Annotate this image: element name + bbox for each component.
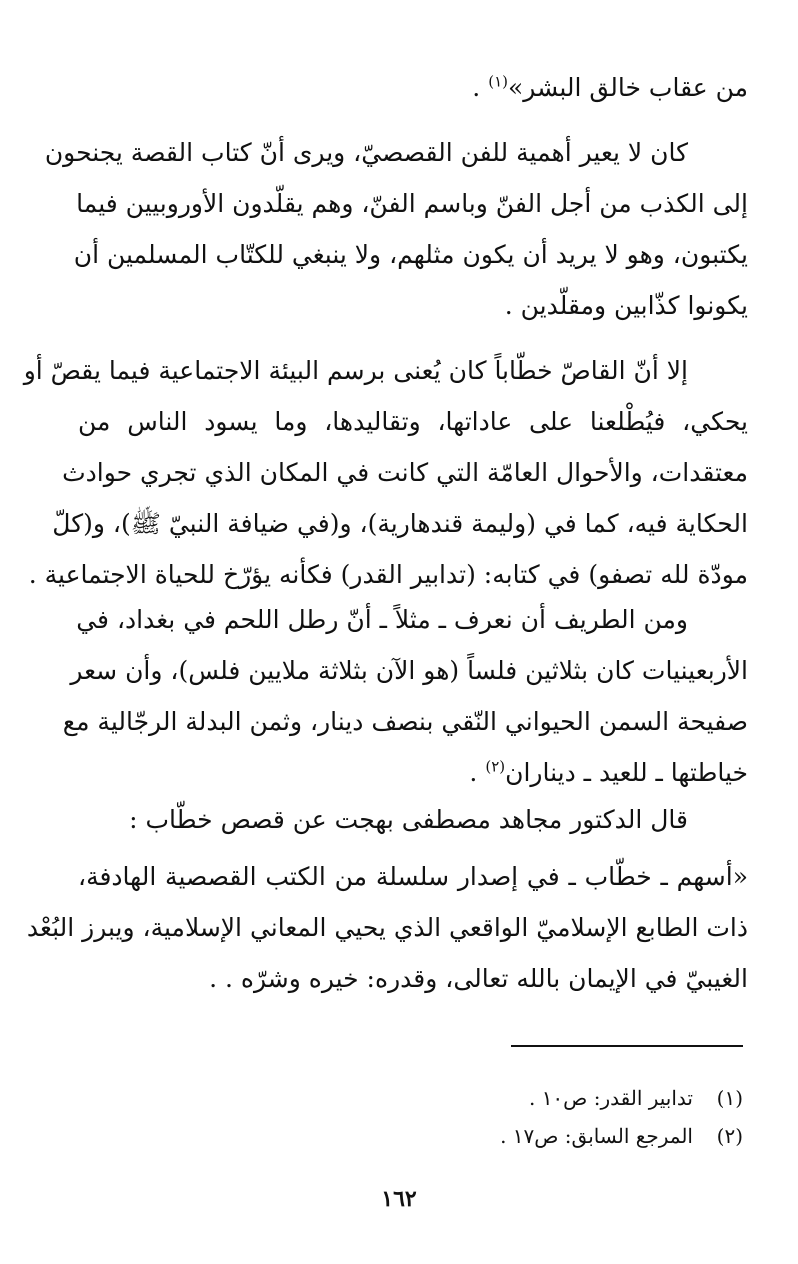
text-line: ومن الطريف أن نعرف ـ مثلاً ـ أنّ رطل اللحم في بغداد، في xyxy=(76,605,688,634)
text-line: قال الدكتور مجاهد مصطفى بهجت عن قصص خطّاب : xyxy=(129,805,688,834)
paragraph-quote xyxy=(26,851,748,1004)
text-line: «أسهم ـ خطّاب ـ في إصدار سلسلة من الكتب القصصية الهادفة، xyxy=(78,862,748,891)
text-line: إلى الكذب من أجل الفنّ وباسم الفنّ، وهم يقلّدون الأوروبيين فيما xyxy=(76,189,748,218)
paragraph-art-opinion xyxy=(44,127,748,331)
footnote-number: (٢) xyxy=(716,1124,743,1148)
footnote-ref: (١) xyxy=(488,72,508,91)
footnote-2 xyxy=(500,1121,743,1151)
footnote-1 xyxy=(529,1083,743,1113)
footnote-divider xyxy=(511,1045,743,1047)
footnote-text: المرجع السابق: ص١٧ . xyxy=(500,1124,693,1148)
text-line: الحكاية فيه، كما في (وليمة قندهارية)، و(في ضيافة النبيّ ﷺ)، و(كلّ xyxy=(52,509,748,538)
text-line: الأربعينيات كان بثلاثين فلساً (هو الآن بثلاثة ملايين فلس)، وأن سعر xyxy=(70,656,748,685)
text-line: ذات الطابع الإسلاميّ الواقعي الذي يحيي المعاني الإسلامية، ويبرز البُعْد xyxy=(26,913,748,942)
footnote-ref: (٢) xyxy=(485,757,506,776)
text-line: يكتبون، وهو لا يريد أن يكون مثلهم، ولا ينبغي للكتّاب المسلمين أن xyxy=(73,240,748,269)
text-line: الغيبيّ في الإيمان بالله تعالى، وقدره: خيره وشرّه . . xyxy=(209,964,748,993)
text-line: صفيحة السمن الحيواني النّقي بنصف دينار، وثمن البدلة الرجّالية مع xyxy=(62,707,748,736)
paragraph-quote-intro xyxy=(78,794,748,845)
text-line: إلا أنّ القاصّ خطّاباً كان يُعنى برسم البيئة الاجتماعية فيما يقصّ أو xyxy=(23,356,688,385)
text-line: يحكي، فيُطْلعنا على عاداتها، وتقاليدها، وما يسود الناس من xyxy=(78,407,748,436)
text-line: خياطتها ـ للعيد ـ ديناران$^{(٢)}$ . xyxy=(469,757,748,787)
paragraph-prices xyxy=(62,594,748,798)
text-line: معتقدات، والأحوال العامّة التي كانت في المكان الذي تجري حوادث xyxy=(62,458,748,487)
paragraph-social-setting xyxy=(23,345,748,600)
footnote-number: (١) xyxy=(716,1086,743,1110)
text-line: يكونوا كذّابين ومقلّدين . xyxy=(504,291,748,320)
footnote-text: تدابير القدر: ص١٠ . xyxy=(528,1086,693,1110)
paragraph-intro-end xyxy=(78,62,748,113)
page-number: ١٦٢ xyxy=(381,1186,417,1212)
text-line: مودّة لله تصفو) في كتابه: (تدابير القدر) فكأنه يؤرّخ للحياة الاجتماعية . xyxy=(28,560,748,589)
text-line: كان لا يعير أهمية للفن القصصيّ، ويرى أنّ كتاب القصة يجنحون xyxy=(44,138,688,167)
text-line: من عقاب خالق البشر»$^{(١)}$ . xyxy=(472,72,748,102)
